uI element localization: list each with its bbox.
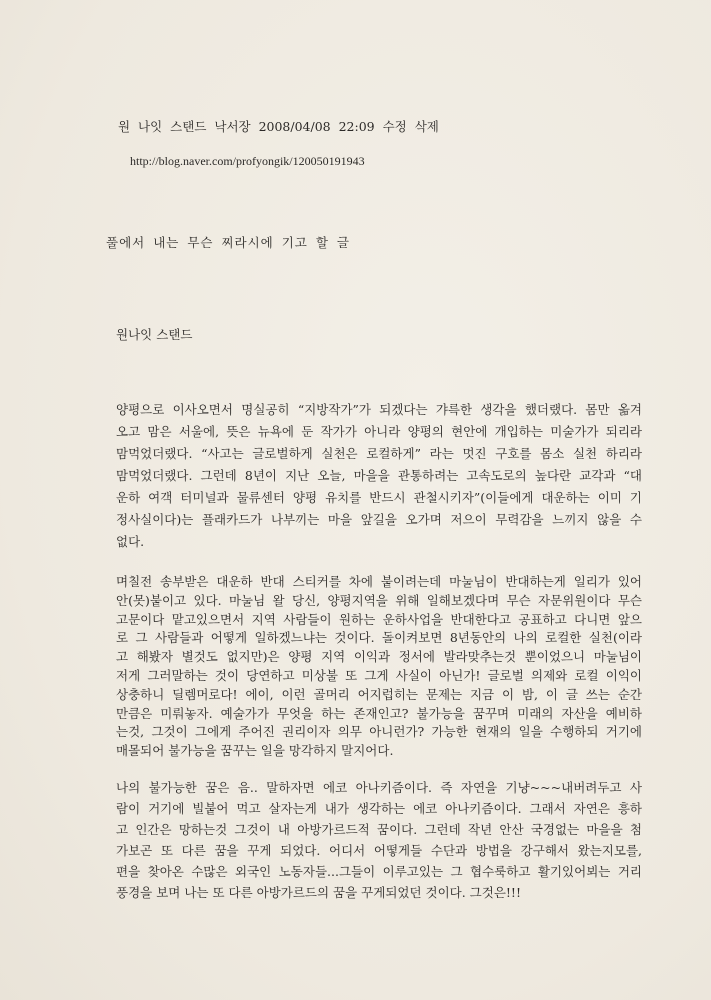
text-line: 오고 맘은 서울에, 뜻은 뉴욕에 둔 작가가 아니라 양평의 현안에 개입하는 미술가가 되리라 bbox=[116, 424, 642, 439]
text-line: 안(못)붙이고 있다. 마눌님 왈 당신, 양평지역을 위해 일해보겠다며 무슨 자문위원이다 무슨 bbox=[116, 592, 642, 608]
text-line: 고 해봤자 별것도 없지만)은 양평 지역 이익과 정서에 발라맞추는것 뿐이었으니 마눌님이 bbox=[116, 649, 642, 665]
paragraph-3 bbox=[116, 777, 642, 903]
text-line: 풍경을 보며 나는 또 다른 아방가르드의 꿈을 꾸게되었던 것이다. 그것은!!! bbox=[116, 885, 521, 900]
text-line: 양평으로 이사오면서 명실공히 “지방작가”가 되겠다는 갸륵한 생각을 했더랬다. 몸만 옮겨 bbox=[116, 402, 642, 417]
text-line: 고문이다 맡고있으면서 지역 사람들이 원하는 운하사업을 반대한다고 공표하고 다니면 앞으 bbox=[116, 611, 642, 627]
text-line: 편을 찾아온 수많은 외국인 노동자들...그들이 이루고있는 그 협수룩하고 활기있어뵈는 거리 bbox=[116, 864, 642, 879]
text-line: 는것, 그것이 그에게 주어진 권리이자 의무 아니런가? 가능한 현재의 일을 수행하되 거기에 bbox=[116, 724, 642, 740]
document-title: 풀에서 내는 무슨 찌라시에 기고 할 글 bbox=[106, 235, 350, 250]
text-line: 정사실이다)는 플래카드가 나부끼는 마을 앞길을 오가며 저으이 무력감을 느끼지 않을 수 bbox=[116, 512, 642, 527]
text-line: 저게 그러말하는 것이 당연하고 미상불 또 그게 사실이 아닌가! 글로벌 의제와 로컬 이익이 bbox=[116, 667, 642, 683]
post-header: 원 나잇 스탠드 낙서장 2008/04/08 22:09 수정 삭제 bbox=[118, 119, 439, 134]
text-line: 가보곤 또 다른 꿈을 꾸게 되었다. 어디서 어떻게들 수단과 방법을 강구해서 왔는지모를, bbox=[116, 843, 642, 858]
author-heading: 원나잇 스탠드 bbox=[116, 327, 193, 342]
text-line: 람이 거기에 빌붙어 먹고 살자는게 내가 생각하는 에코 아나키즘이다. 그래서 자연은 흥하 bbox=[116, 801, 642, 816]
text-line: 며칠전 송부받은 대운하 반대 스티커를 차에 붙이려는데 마눌님이 반대하는게 일리가 있어 bbox=[116, 574, 642, 589]
text-line: 맘먹었더랬다. “사고는 글로벌하게 실천은 로컬하게” 라는 멋진 구호를 몸소 실천 하리라 bbox=[116, 446, 642, 461]
text-line: 없다. bbox=[116, 534, 145, 549]
text-line: 운하 여객 터미널과 물류센터 양평 유치를 반드시 관철시키자”(이들에게 대운하는 이미 기 bbox=[116, 490, 642, 505]
text-line: 맘먹었더랬다. 그런데 8년이 지난 오늘, 마을을 관통하려는 고속도로의 높다란 교각과 “대 bbox=[116, 468, 642, 483]
text-line: 로 그 사람들과 어떻게 일하겠느냐는 것이다. 돌이켜보면 8년동안의 나의 로컬한 실천(이라 bbox=[116, 630, 642, 646]
text-line: 나의 불가능한 꿈은 음.. 말하자면 에코 아나키즘이다. 즉 자연을 기냥~~~내버려두고 사 bbox=[116, 780, 642, 795]
text-line: 만큼은 미뤄놓자. 예술가가 무엇을 하는 존재인고? 불가능을 꿈꾸며 미래의 자산을 예비하 bbox=[116, 705, 642, 721]
paragraph-1 bbox=[116, 399, 642, 553]
text-line: 고 인간은 망하는것 그것이 내 아방가르드적 꿈이다. 그런데 작년 안산 국경없는 마을을 첨 bbox=[116, 822, 642, 837]
text-line: 상충하니 딜렘머로다! 에이, 이런 골머리 어지럽히는 문제는 지금 이 밤, 이 글 쓰는 순간 bbox=[116, 686, 642, 702]
text-line: 매몰되어 불가능을 꿈꾸는 일을 망각하지 말지어다. bbox=[116, 743, 394, 759]
paragraph-2 bbox=[116, 573, 642, 761]
source-url: http://blog.naver.com/profyongik/120050191943 bbox=[130, 154, 365, 168]
